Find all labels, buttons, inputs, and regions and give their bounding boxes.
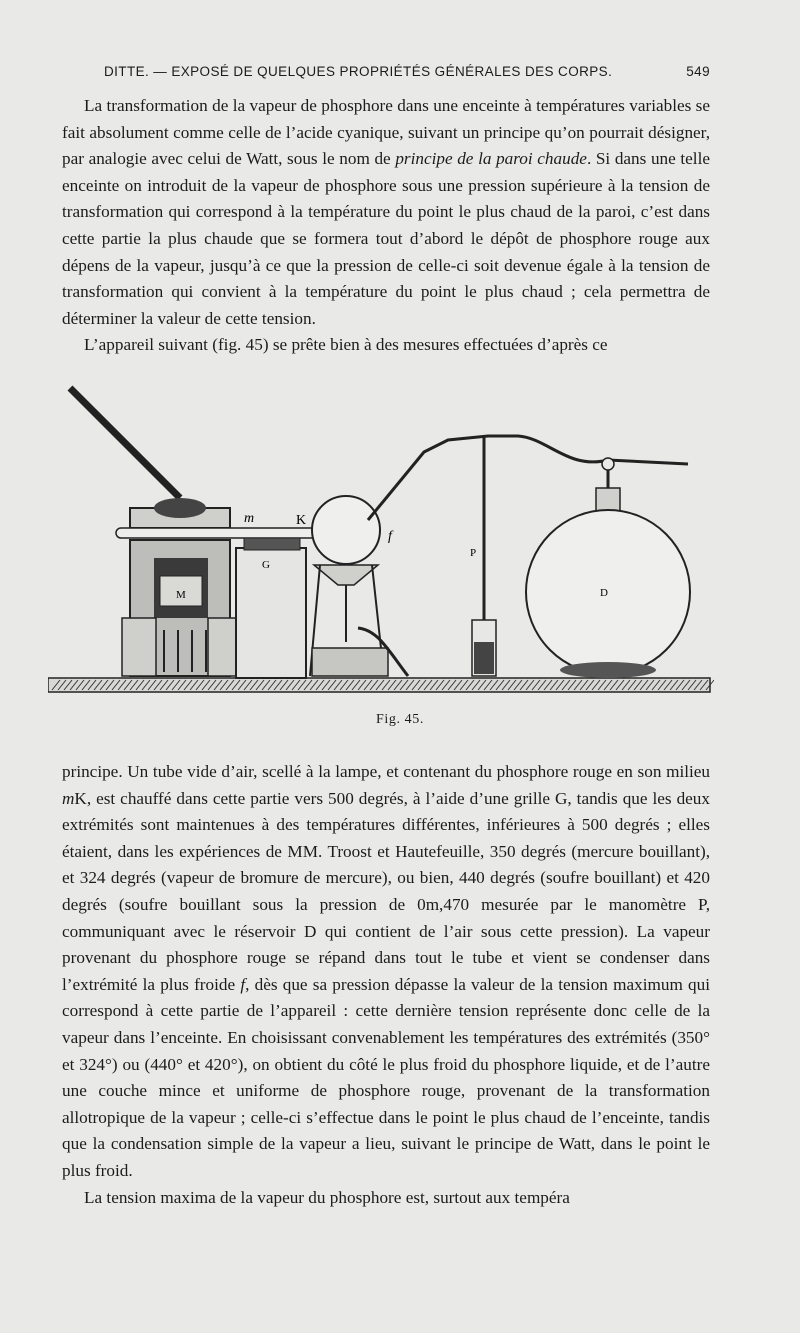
paragraph-appareil-intro: L’appareil suivant (fig. 45) se prête bien à des mesures effectuées d’après ce [84, 335, 608, 355]
manometer-p [472, 620, 496, 676]
flask-stand [310, 496, 408, 676]
page-number: 549 [686, 64, 710, 79]
label-m: m [244, 511, 255, 526]
paragraph-tension-maxima: La tension maxima de la vapeur du phosphore est, surtout aux tempéra [84, 1187, 570, 1207]
running-header [104, 64, 710, 79]
label-p: P [470, 547, 477, 559]
paragraph-principe-paroi-chaude: La transformation de la vapeur de phosphore dans une enceinte à températures variables se fait absolument comme celle de l’acide cyanique, suivant un principe qu’on pourrait désigner, par analogie avec celui de Watt, sous le nom de principe de la paroi chaude. Si dans une telle enceinte on introduit de la vapeur de phosphore sous une pression supérieure à la tension de transformation qui correspond à la température du point le plus chaud de la paroi, c’est dans cette partie la plus chaude que se formera tout d’abord le dépôt de phosphore rouge aux dépens de la vapeur, jusqu’à ce que la pression de celle-ci soit devenue égale à la tension de transformation qui convient à la température du point le plus chaud ; cela permettra de déterminer la valeur de cette tension. [62, 96, 710, 328]
figure-caption: Fig. 45. [376, 712, 424, 727]
reservoir-d [526, 458, 690, 678]
running-title: DITTE. — EXPOSÉ DE QUELQUES PROPRIÉTÉS GÉNÉRALES DES CORPS. [104, 64, 613, 79]
label-k: K [296, 513, 307, 528]
grille-g [236, 538, 306, 678]
label-d: D [600, 587, 608, 599]
top-text-block [62, 93, 710, 359]
label-g: G [262, 559, 270, 571]
bottom-text-block [62, 759, 710, 1211]
label-f: f [388, 529, 392, 544]
italic-term: principe de la paroi chaude [395, 149, 587, 169]
label-m-furnace: M [176, 589, 186, 601]
ground-hatching [48, 678, 714, 692]
paragraph-experiment: principe. Un tube vide d’air, scellé à la lampe, et contenant du phosphore rouge en son milieu mK, est chauffé dans cette partie vers 500 degrés, à l’aide d’une grille G, tandis que les deux extrémités sont maintenues à des températures différentes, inférieures à 500 degrés ; elles étaient, dans les expériences de MM. Troost et Hautefeuille, 350 degrés (mercure bouillant), et 324 degrés (vapeur de bromure de mercure), ou bien, 440 degrés (soufre bouillant) et 420 degrés (soufre bouillant sous la pression de 0m,470 mesurée par le manomètre P, communiquant avec le réservoir D qui contient de l’air sous cette pression). La vapeur provenant du phosphore rouge se répand dans tout le tube et vient se condenser dans l’extrémité la plus froide f, dès que sa pression dépasse la valeur de la tension maximum qui correspond à cette partie de l’appareil : cette dernière tension représente donc celle de la vapeur dans l’enceinte. En choisissant convenablement les températures des extrémités (350° et 324°) ou (440° et 420°), on obtient du côté le plus froid du phosphore liquide, et de l’autre une couche mince et uniforme de phosphore rouge, provenant de la transformation allotropique de la vapeur ; celle-ci s’effectue dans le point le plus chaud de l’enceinte, tandis que la condensation simple de la vapeur a lieu, suivant le principe de Watt, dans le point le plus froid. [62, 762, 710, 1180]
figure-45-apparatus [48, 380, 714, 710]
